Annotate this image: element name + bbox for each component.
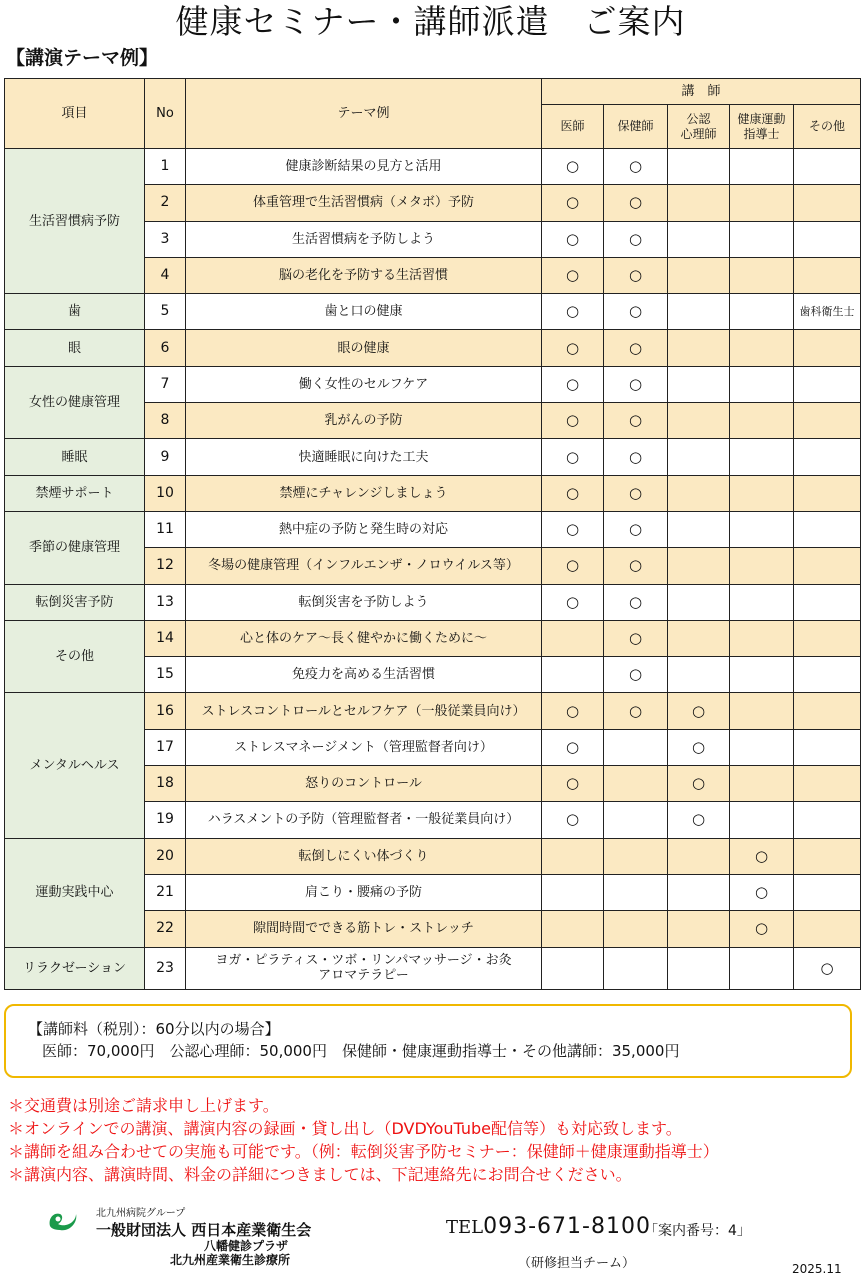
clinic-name: 北九州産業衛生診療所 [170,1253,291,1267]
empty-cell [794,729,861,765]
fee-details: 医師：70,000円 公認心理師：50,000円 保健師・健康運動指導士・その他講師：35,000円 [42,1042,680,1060]
theme-title: 禁煙にチャレンジしましょう [186,475,542,511]
notes [8,1094,719,1186]
empty-cell [730,403,794,439]
empty-cell [794,548,861,584]
empty-cell [668,511,730,547]
empty-cell [794,838,861,874]
header-lecturer-col: 健康運動 指導士 [730,105,794,149]
empty-cell [730,149,794,185]
table-row [5,366,861,402]
theme-title: 怒りのコントロール [186,766,542,802]
empty-cell [794,185,861,221]
empty-cell [668,366,730,402]
empty-cell [730,693,794,729]
theme-number: 11 [145,511,186,547]
theme-title: 転倒しにくい体づくり [186,838,542,874]
theme-number: 3 [145,221,186,257]
theme-number: 12 [145,548,186,584]
lecturer-mark: ○ [668,802,730,838]
phone-number: 093-671-8100 [483,1214,651,1239]
theme-title: 眼の健康 [186,330,542,366]
theme-title: 脳の老化を予防する生活習慣 [186,257,542,293]
lecturer-mark: ○ [542,584,604,620]
theme-title: 熱中症の予防と発生時の対応 [186,511,542,547]
empty-cell [668,584,730,620]
table-row [5,149,861,185]
lecturer-mark: ○ [542,403,604,439]
theme-number: 9 [145,439,186,475]
header-no: No [145,79,186,149]
page-title [0,2,861,42]
empty-cell [668,947,730,989]
category-cell: 禁煙サポート [5,475,145,511]
lecturer-mark: ○ [730,874,794,910]
theme-number: 7 [145,366,186,402]
empty-cell [730,947,794,989]
category-cell: 眼 [5,330,145,366]
empty-cell [794,149,861,185]
empty-cell [730,620,794,656]
lecturer-mark: ○ [730,838,794,874]
lecturer-mark: ○ [604,439,668,475]
empty-cell [794,911,861,947]
case-number: 「案内番号：4」 [644,1223,751,1239]
section-heading: 【講演テーマ例】 [6,47,159,69]
lecturer-mark: ○ [604,294,668,330]
lecturer-mark: ○ [542,149,604,185]
empty-cell [542,657,604,693]
category-cell: 女性の健康管理 [5,366,145,439]
lecturer-mark: ○ [542,693,604,729]
theme-number: 10 [145,475,186,511]
lecturer-mark: ○ [604,584,668,620]
empty-cell [668,221,730,257]
category-cell: その他 [5,620,145,693]
lecturer-mark: ○ [542,729,604,765]
team-name: （研修担当チーム） [518,1256,636,1271]
empty-cell [604,802,668,838]
empty-cell [794,657,861,693]
lecturer-mark: ○ [542,185,604,221]
lecturer-mark: ○ [542,766,604,802]
empty-cell [794,766,861,802]
fee-heading: 【講師料（税別）：60分以内の場合】 [28,1020,280,1038]
theme-title: 転倒災害を予防しよう [186,584,542,620]
lecturer-mark: ○ [604,330,668,366]
empty-cell [668,439,730,475]
empty-cell [730,475,794,511]
empty-cell [730,185,794,221]
organization-info [96,1206,312,1267]
header-theme: テーマ例 [186,79,542,149]
empty-cell [794,802,861,838]
table-row [5,294,861,330]
theme-title: 健康診断結果の見方と活用 [186,149,542,185]
lecturer-mark: ○ [604,548,668,584]
organization-logo-icon [46,1208,80,1232]
theme-number: 6 [145,330,186,366]
empty-cell [794,330,861,366]
empty-cell [730,257,794,293]
empty-cell [730,330,794,366]
lecturer-mark: ○ [668,729,730,765]
note-item: ＊講師を組み合わせての実施も可能です。（例：転倒災害予防セミナー：保健師＋健康運動指導士） [8,1142,719,1161]
empty-cell [668,657,730,693]
empty-cell [794,439,861,475]
empty-cell [730,511,794,547]
empty-cell [668,403,730,439]
title-main: 健康セミナー・講師派遣 [175,2,550,41]
lecturer-mark: ○ [542,439,604,475]
category-cell: メンタルヘルス [5,693,145,838]
empty-cell [794,475,861,511]
organization-name: 一般財団法人 西日本産業衛生会 [96,1221,312,1239]
empty-cell [604,838,668,874]
theme-title: 歯と口の健康 [186,294,542,330]
category-cell: リラクゼーション [5,947,145,989]
empty-cell [604,729,668,765]
lecturer-mark: ○ [542,330,604,366]
theme-number: 5 [145,294,186,330]
empty-cell [730,221,794,257]
lecturer-mark: ○ [604,475,668,511]
empty-cell [604,766,668,802]
tel-prefix: TEL [446,1217,484,1238]
theme-number: 2 [145,185,186,221]
table-row [5,838,861,874]
theme-title: 体重管理で生活習慣病（メタボ）予防 [186,185,542,221]
group-name: 北九州病院グループ [96,1208,186,1219]
empty-cell [668,838,730,874]
lecturer-mark: ○ [604,620,668,656]
empty-cell [668,874,730,910]
empty-cell [542,874,604,910]
lecturer-mark: ○ [542,221,604,257]
category-cell: 季節の健康管理 [5,511,145,584]
empty-cell [794,221,861,257]
theme-title: ハラスメントの予防（管理監督者・一般従業員向け） [186,802,542,838]
empty-cell [730,657,794,693]
theme-title: 快適睡眠に向けた工夫 [186,439,542,475]
lecturer-mark: ○ [542,366,604,402]
empty-cell [604,874,668,910]
category-cell: 睡眠 [5,439,145,475]
lecturer-mark: ○ [604,657,668,693]
theme-number: 21 [145,874,186,910]
note-item: ＊交通費は別途ご請求申し上げます。 [8,1096,279,1115]
issue-date: 2025.11 [792,1262,842,1276]
category-cell: 歯 [5,294,145,330]
theme-title: 冬場の健康管理（インフルエンザ・ノロウイルス等） [186,548,542,584]
category-cell: 転倒災害予防 [5,584,145,620]
lecturer-mark: ○ [542,294,604,330]
empty-cell [730,729,794,765]
theme-title: 免疫力を高める生活習慣 [186,657,542,693]
empty-cell [730,584,794,620]
empty-cell [668,330,730,366]
theme-number: 8 [145,403,186,439]
theme-title: 乳がんの予防 [186,403,542,439]
table-row [5,693,861,729]
lecturer-mark: ○ [604,185,668,221]
empty-cell [542,947,604,989]
empty-cell [542,620,604,656]
empty-cell [668,475,730,511]
table-row [5,620,861,656]
empty-cell [794,620,861,656]
empty-cell [604,947,668,989]
lecturer-mark: ○ [668,766,730,802]
header-lecturer-col: 医師 [542,105,604,149]
theme-number: 13 [145,584,186,620]
theme-title: 肩こり・腰痛の予防 [186,874,542,910]
theme-title: ストレスマネージメント（管理監督者向け） [186,729,542,765]
table-row [5,511,861,547]
theme-number: 14 [145,620,186,656]
empty-cell [542,911,604,947]
note-item: ＊講演内容、講演時間、料金の詳細につきましては、下記連絡先にお問合せください。 [8,1165,632,1184]
theme-title: 働く女性のセルフケア [186,366,542,402]
empty-cell [794,693,861,729]
empty-cell [730,548,794,584]
theme-number: 18 [145,766,186,802]
lecturer-mark: ○ [604,149,668,185]
theme-number: 19 [145,802,186,838]
theme-number: 22 [145,911,186,947]
note-item: ＊オンラインでの講演、講演内容の録画・貸し出し（DVDYouTube配信等）も対応致します。 [8,1119,682,1138]
lecturer-mark: ○ [604,366,668,402]
lecturer-mark: ○ [604,257,668,293]
table-row [5,947,861,989]
theme-number: 17 [145,729,186,765]
empty-cell [730,366,794,402]
theme-number: 1 [145,149,186,185]
header-lecturer-col: 公認 心理師 [668,105,730,149]
theme-number: 23 [145,947,186,989]
empty-cell [730,439,794,475]
empty-cell [668,294,730,330]
theme-title: 心と体のケア～長く健やかに働くために～ [186,620,542,656]
lecturer-mark: ○ [604,403,668,439]
empty-cell [668,257,730,293]
table-row [5,439,861,475]
empty-cell [668,548,730,584]
empty-cell [668,149,730,185]
empty-cell [794,584,861,620]
empty-cell [730,294,794,330]
header-lecturer-col: その他 [794,105,861,149]
theme-table [4,78,861,990]
empty-cell [730,766,794,802]
lecturer-mark: ○ [542,802,604,838]
theme-number: 20 [145,838,186,874]
empty-cell [542,838,604,874]
empty-cell [794,874,861,910]
table-row [5,330,861,366]
empty-cell [794,403,861,439]
branch-name: 八幡健診プラザ [204,1239,289,1253]
lecturer-mark: ○ [604,511,668,547]
theme-title: 隙間時間でできる筋トレ・ストレッチ [186,911,542,947]
header-category: 項目 [5,79,145,149]
lecturer-mark: ○ [730,911,794,947]
theme-title: ヨガ・ピラティス・ツボ・リンパマッサージ・お灸 アロマテラピー [186,947,542,989]
theme-number: 4 [145,257,186,293]
fee-box [4,1004,852,1078]
lecturer-mark: ○ [604,693,668,729]
empty-cell [668,911,730,947]
theme-number: 16 [145,693,186,729]
theme-number: 15 [145,657,186,693]
empty-cell [668,185,730,221]
table-row [5,475,861,511]
empty-cell [794,511,861,547]
empty-cell [604,911,668,947]
lecturer-mark: ○ [542,548,604,584]
lecturer-mark: ○ [604,221,668,257]
category-cell: 生活習慣病予防 [5,149,145,294]
title-suffix: ご案内 [583,2,686,41]
empty-cell [794,257,861,293]
lecturer-mark: ○ [542,511,604,547]
header-lecturer-col: 保健師 [604,105,668,149]
lecturer-mark: ○ [668,693,730,729]
theme-title: ストレスコントロールとセルフケア（一般従業員向け） [186,693,542,729]
empty-cell [668,620,730,656]
lecturer-mark: ○ [794,947,861,989]
category-cell: 運動実践中心 [5,838,145,947]
lecturer-mark: ○ [542,257,604,293]
empty-cell [794,366,861,402]
other-lecturer: 歯科衛生士 [794,294,861,330]
empty-cell [730,802,794,838]
theme-title: 生活習慣病を予防しよう [186,221,542,257]
table-row [5,584,861,620]
header-lecturer: 講 師 [542,79,861,105]
lecturer-mark: ○ [542,475,604,511]
contact-phone [446,1214,651,1239]
